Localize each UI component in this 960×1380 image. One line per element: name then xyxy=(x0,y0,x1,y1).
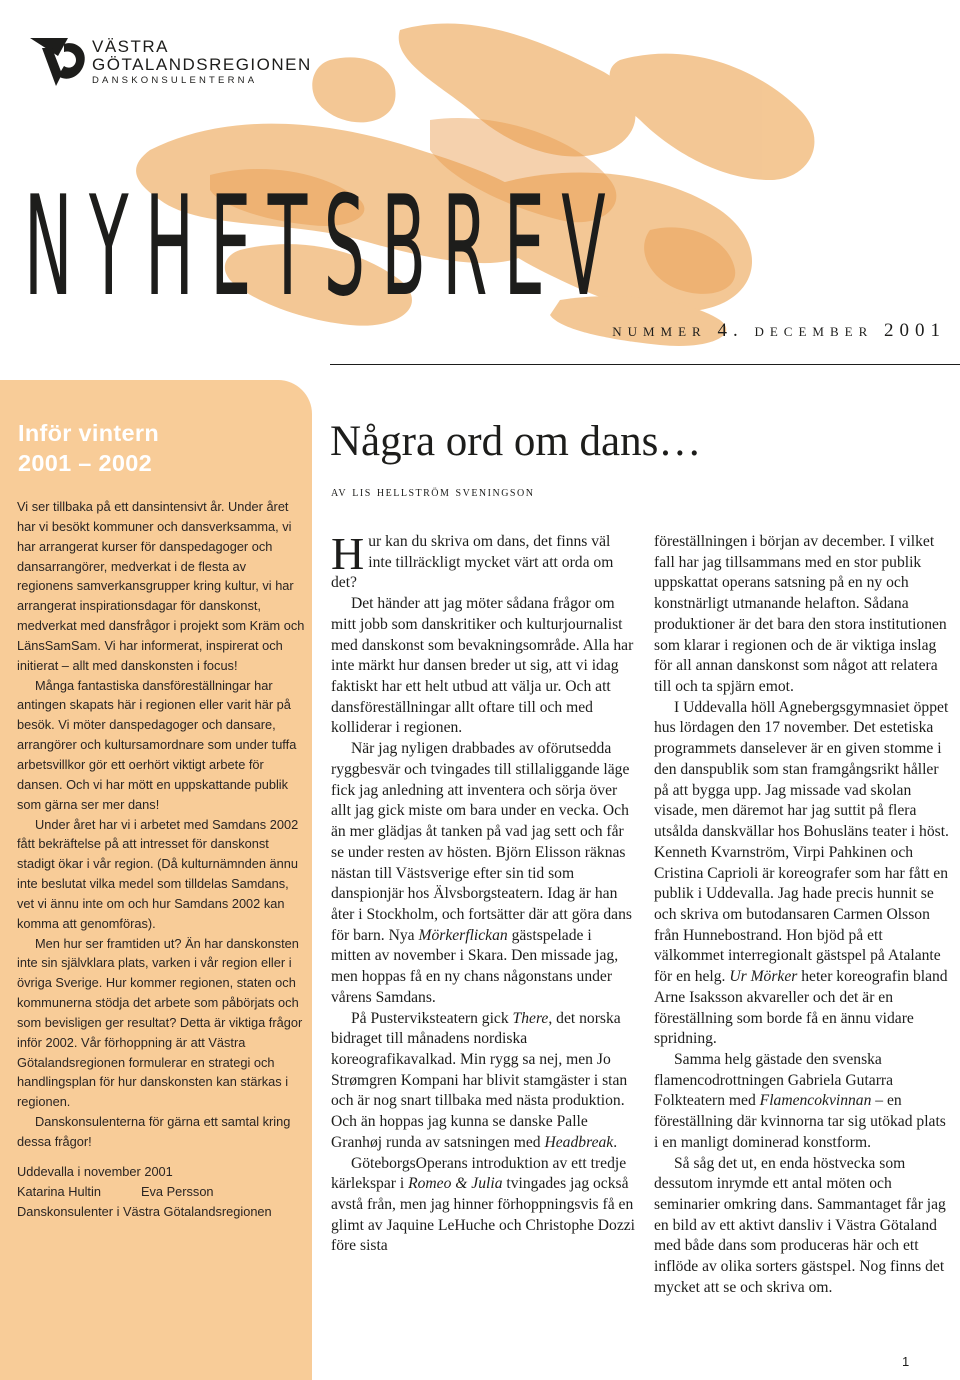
sidebar-paragraph: Men hur ser framtiden ut? Än har danskonsten inte sin självklara plats, varken i vår region eller i övriga Sverige. Hur kommer regionen, staten och kommunerna stödja det arbete som påbörjats och som bevisligen ger resultat? Detta är viktiga frågor inför 2002. Vår förhoppning är att Västra Götalandsregionen formulerar en strategi och handlingsplan för hur danskonsten kan stärkas i regionen. xyxy=(17,935,303,1110)
article-paragraph: Det händer att jag möter sådana frågor om mitt jobb som danskritiker och kulturjournalist med danskonst som bevakningsområde. Alla har inte märkt hur dansen breder ut sig, att vi idag faktiskt har ett helt utbud att välja ur. Och att dansföreställningar allt oftare till och med kolliderar i regionen. xyxy=(331,595,634,737)
production-title: Romeo & Julia xyxy=(408,1175,503,1193)
article-title: Några ord om dans… xyxy=(330,418,702,465)
logo-line-3: DANSKONSULENTERNA xyxy=(92,75,258,86)
masthead-divider xyxy=(330,364,960,365)
article-paragraph: I Uddevalla höll Agnebergsgymnasiet öppet hus lördagen den 17 november. Det estetiska programmets danselever är en given stomme i den danspublik som stan framgångsrikt håller på att bygga upp. Jag missade vad skolan visade, men däremot har jag suttit på flera utsålda danskvällar hos Bohusläns teater i höst. Kenneth Kvarnström, Virpi Pahkinen och Cristina Caprioli är koreografer som har fått en publik i Uddevalla. Jag hade precis hunnit se och skriva om butodansaren Carmen Olsson från Hunnebostrand. Hon bjöd på ett välkommet interregionalt gästspel på Atalante för en helg. Ur Mörker heter koreografin bland Arne Isaksson akvareller och det är en föreställning som borde få en ännu vidare spridning. xyxy=(654,698,949,1048)
region-logo xyxy=(28,34,312,90)
logo-line-2: GÖTALANDSREGIONEN xyxy=(92,55,312,74)
article-byline: av lis hellström sveningson xyxy=(331,484,535,500)
page-number: 1 xyxy=(902,1354,910,1369)
sidebar-paragraph: Vi ser tillbaka på ett dansintensivt år. Under året har vi besökt kommuner och dansverksamma, vi har arrangerat kurser för danspedagoger och dansarrangörer, medverkat i de flesta av regionens samverkansgrupper kring kultur, vi har arrangerat inspirationsdagar för danskonst, medverkat med dansfrågor i projekt som Kräm och LänsSamSam. Vi har informerat, inspirerat och initierat – allt med danskonsten i focus! xyxy=(17,499,305,673)
sidebar-heading-line2: 2001 – 2002 xyxy=(18,450,152,476)
sidebar-paragraph: Danskonsulenterna för gärna ett samtal kring dessa frågor! xyxy=(17,1114,291,1149)
article-paragraph: Samma helg gästade den svenska flamencodrottningen Gabriela Gutarra Folkteatern med Flamencokvinnan – en föreställning där kvinnorna tar sig utökad plats i en manligt dominerad konstform. xyxy=(654,1050,946,1151)
production-title: Ur Mörker xyxy=(729,968,798,986)
logo-line-1: VÄSTRA xyxy=(92,37,170,56)
production-title: Mörkerflickan xyxy=(418,926,508,944)
signature-name-1: Katarina Hultin xyxy=(17,1183,101,1199)
article-paragraph: På Pusterviksteatern gick There, det norska bidraget till månadens nordiska koreografikavalkad. Min rygg sa nej, men Jo Strømgren Kompani har blivit stamgäster i stan och är nog snart tillbaka med nästa produktion. Och än hoppas jag kunna se danske Palle Granhøj runda av satsningen med Headbreak. xyxy=(331,1009,628,1151)
production-title: Flamencokvinnan xyxy=(759,1092,872,1110)
sidebar-paragraph: Under året har vi i arbetet med Samdans 2002 fått bekräftelse på att intresset för danskonst stadigt ökar i vår region. (Då kulturnämnden ännu inte beslutat vilka medel som tilldelas Samdans, vet vi ännu inte om och hur Samdans 2002 kan komma att genomföras). xyxy=(17,816,299,931)
article-paragraph: ur kan du skriva om dans, det finns väl inte tillräckligt mycket värt att orda om det? xyxy=(331,533,614,592)
signature-title: Danskonsulenter i Västra Götalandsregionen xyxy=(17,1203,272,1219)
article-paragraph: föreställningen i början av december. I vilket fall har jag tillsammans med en stor publik uppskattat operans satsning på en ny och konstnärligt utmanande helafton. Sådana produktioner är det bara den stora institutionen som klarar i regionen och de är viktiga inslag för all annan danskonst som något att relatera till och ta spjärn emot. xyxy=(654,533,947,696)
issue-label: nummer 4. december 2001 xyxy=(612,320,946,341)
signature-name-2: Eva Persson xyxy=(141,1183,214,1199)
article-paragraph: GöteborgsOperans introduktion av ett tredje kärlekspar i Romeo & Julia tvingades jag också avstå från, men jag hinner förhoppningsvis få en glimt av Jaquine LeHuche och Christophe Dozzi före sista xyxy=(331,1154,635,1255)
production-title: There xyxy=(512,1009,549,1027)
masthead-title: NYHETSBREV xyxy=(24,166,623,327)
article-column-1 xyxy=(331,528,635,1257)
article-column-2 xyxy=(654,532,954,1299)
sidebar-paragraph: Många fantastiska dansföreställningar har antingen skapats här i regionen eller varit här på besök. Vi möter danspedagoger och dansare, arrangörer och kultursamordnare som under tuffa arbetsvillkor gör ett oerhört viktigt arbete för dansen. Och vi har mött en uppskattande publik som gärna ser mer dans! xyxy=(17,677,297,812)
sidebar-signature-names xyxy=(17,1182,305,1202)
sidebar-heading-line1: Inför vintern xyxy=(18,420,159,446)
sidebar-heading xyxy=(18,418,298,478)
vastra-gotalandsregionen-logo-icon xyxy=(28,34,90,90)
sidebar-body xyxy=(17,497,305,1221)
sidebar-dateline: Uddevalla i november 2001 xyxy=(17,1163,173,1179)
drop-cap: H xyxy=(331,528,365,579)
article-paragraph: När jag nyligen drabbades av oförutsedda ryggbesvär och tvingades till stillaliggande läge fick jag anledning att inventera och sörja över allt jag gick miste om bara under en vecka. Och än mer glädjas åt tanken på vad jag sett och får se under resten av hösten. Björn Elisson räknas nästan till Västsverige efter sin tid som danspionjär hos Älvsborgsteatern. Idag är han åter i Stockholm, och fortsätter där att göra dans för barn. Nya Mörkerflickan gästspelade i mitten av november i Skara. Den missade jag, men hoppas få en ny chans någonstans under vårens Samdans. xyxy=(331,740,632,1006)
production-title: Headbreak xyxy=(544,1133,614,1151)
article-paragraph: Så såg det ut, en enda höstvecka som dessutom inrymde ett antal möten och seminarier omkring dans. Sammantaget får jag en bild av ett aktivt dansliv i Västra Götaland med både dans som produceras här och ett inflöde av olika sorters gästspel. Nog finns det mycket att se och skriva om. xyxy=(654,1154,946,1296)
